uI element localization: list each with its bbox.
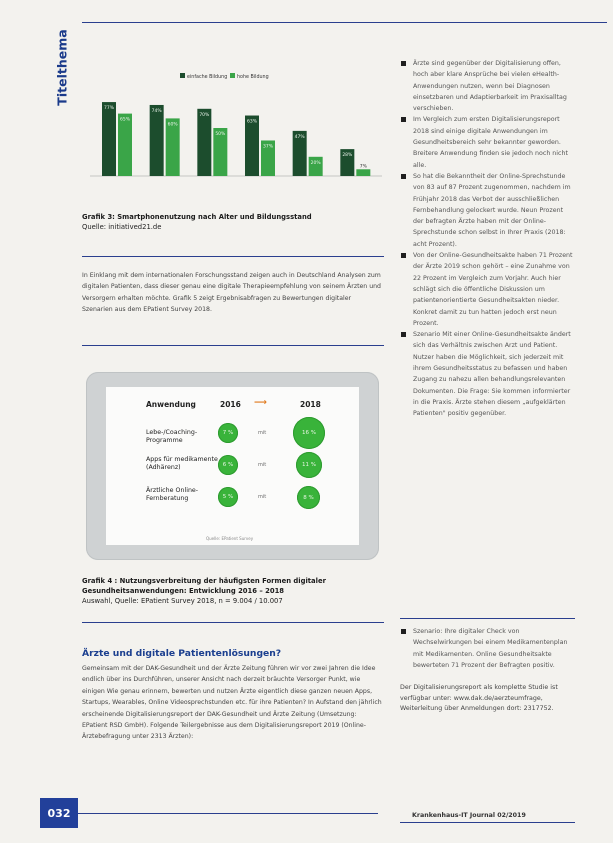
- data-label: 65%: [119, 117, 131, 123]
- data-label: 28%: [342, 153, 353, 159]
- figure3-caption: [82, 212, 382, 232]
- data-label: 70%: [199, 112, 210, 118]
- data-label: 50%: [215, 132, 226, 137]
- section-paragraph: Gemeinsam mit der DAK-Gesundheit und der Ärzte Zeitung führen wir vor zwei Jahren die Idee endlich über ins Durchführen, unserer Ansicht nach derzeit bräuchte Versorger Punkt, wie einigen Wie genau erinnern, bewerten und nutzen Ärzte eigentlich diese ganzen neuen Apps, Startups, Wearables, Online Videosprechstunden etc. für ihre Patienten? In Aufstand den jährlich erscheinende Digitalisierungsreport der DAK-Gesundheit und Ärzte Zeitung (Umsetzung: EPatient RSD GmbH). Folgende Teilergebnisse aus dem Digitalisierungsreport 2019 (Online-Ärztebefragung unter 2313 Ärzten):: [82, 665, 382, 741]
- figure3-caption-source: Quelle: initiatived21.de: [82, 223, 162, 231]
- section-rule-1: [82, 256, 384, 257]
- right-column-rule: [400, 618, 575, 619]
- bullet-item: Im Vergleich zum ersten Digitalisierungsreport 2018 sind einige digitale Anwendungen im Gesundheitsbereich sehr bekannter geworden. Breitere Anwendung finden sie jedoch noch nicht alle.: [400, 114, 575, 170]
- row-connector: mit: [258, 494, 267, 500]
- data-label: 37%: [262, 144, 274, 150]
- table-footnote: Quelle: EPatient Survey: [206, 536, 254, 541]
- data-label: 63%: [246, 119, 258, 125]
- section-rule-3: [82, 622, 384, 623]
- bubble-2016: 6 %: [218, 455, 238, 475]
- journal-footer: Krankenhaus-IT Journal 02/2019: [412, 812, 526, 819]
- data-label: 74%: [151, 108, 162, 114]
- table-row-label: Apps für medikamente (Adhärenz): [146, 456, 218, 471]
- page-number: 032: [40, 798, 78, 828]
- bullet-item: Von der Online-Gesundheitsakte haben 71 Prozent der Ärzte 2019 schon gehört – eine Zunahme von 22 Prozent im Vergleich zum Vorjahr. Auch hier schlägt sich die öffentliche Diskussion um patientenorientierte Gesundheitsakten nieder. Konkret damit zu tun hatten jedoch erst neun Prozent.: [400, 250, 575, 329]
- table-head-year-a: 2016: [220, 400, 241, 409]
- footer-rule-right: [400, 822, 575, 823]
- bar-chart-svg: [82, 52, 392, 194]
- top-rule: [82, 22, 607, 23]
- section-label: [55, 22, 69, 117]
- bubble-2018: 11 %: [296, 452, 322, 478]
- intro-paragraph: In Einklang mit dem internationalen Forschungsstand zeigen auch in Deutschland Analysen zum digitalen Patienten, dass dieser genau eine digitale Therapieempfehlung von seinem Ärzten und Versorgern erhalten möchte. Grafik 5 zeigt Ergebnisabfragen zu Bewertungen digitaler Szenarien aus dem EPatient Survey 2018.: [82, 272, 381, 314]
- legend-swatch: [230, 73, 235, 78]
- bar: [197, 109, 211, 176]
- figure4-caption: [82, 576, 382, 606]
- bubble-2018: 8 %: [297, 486, 320, 509]
- section-label-text: Titelthema: [54, 29, 70, 106]
- legend-label: hohe Bildung: [237, 75, 269, 80]
- data-label: 47%: [294, 134, 305, 140]
- bubble-2016: 5 %: [218, 487, 238, 507]
- table-row-label: Ärztliche Online-Fernberatung: [146, 487, 199, 502]
- section-heading: Ärzte und digitale Patientenlösungen?: [82, 648, 282, 659]
- arrow-right-icon: ⟶: [254, 398, 267, 408]
- tablet-figure: [86, 372, 379, 560]
- section-rule-2: [82, 345, 384, 346]
- data-label: 60%: [167, 122, 178, 128]
- right-column-lower: [400, 626, 575, 715]
- legend-swatch: [180, 73, 185, 78]
- closing-note: Der Digitalisierungsreport als komplette Studie ist verfügbar unter: www.dak.de/aerzteumfrage, Weiterleitung über Anmeldungen dort: 2317752.: [400, 684, 558, 713]
- bar: [118, 114, 132, 176]
- table-head-application: Anwendung: [146, 400, 196, 409]
- data-label: 7%: [359, 164, 367, 170]
- bar: [150, 105, 164, 176]
- bullet-item: So hat die Bekanntheit der Online-Sprechstunde von 83 auf 87 Prozent zugenommen, nachdem im Frühjahr 2018 das Verbot der ausschließlichen Fernbehandlung gelockert wurde. Neun Prozent der befragten Ärzte haben mit der Online-Sprechstunde schon selbst in Ihrer Praxis (2018: acht Prozent).: [400, 171, 575, 250]
- figure4-caption-source: Auswahl, Quelle: EPatient Survey 2018, n = 9.004 / 10.007: [82, 597, 283, 605]
- bar-chart: [82, 52, 392, 194]
- bar: [245, 116, 259, 176]
- data-label: 20%: [310, 160, 321, 166]
- figure3-caption-title: Grafik 3: Smartphonenutzung nach Alter und Bildungsstand: [82, 213, 312, 221]
- right-column: [400, 58, 575, 420]
- footer-rule-left: [78, 813, 378, 814]
- bubble-2016: 7 %: [218, 423, 238, 443]
- table-head-year-b: 2018: [300, 400, 321, 409]
- bar: [309, 157, 323, 176]
- legend-label: einfache Bildung: [187, 75, 228, 80]
- tablet-screen: [106, 387, 359, 545]
- figure4-caption-title: Grafik 4 : Nutzungsverbreitung der häufigsten Formen digitaler Gesundheitsanwendungen: Entwicklung 2016 – 2018: [82, 577, 326, 595]
- bar: [102, 102, 116, 176]
- row-connector: mit: [258, 430, 267, 436]
- bubble-2018: 16 %: [293, 417, 325, 449]
- bar: [356, 169, 370, 176]
- row-connector: mit: [258, 462, 267, 468]
- bullet-item: Szenario Mit einer Online-Gesundheitsakte ändert sich das Verhältnis zwischen Arzt und Patient. Nutzer haben die Möglichkeit, sich jederzeit mit ihrem Gesundheitsstatus zu befassen und haben Zugang zu nahezu allen behandlungsrelevanten Dokumenten. Die Frage: Sie kommen informierter in die Praxis. Ärzte stehen diesem „aufgeklärten Patienten" positiv gegenüber.: [400, 329, 575, 419]
- data-label: 77%: [103, 106, 115, 112]
- bullet-item: Szenario: Ihre digitaler Check von Wechselwirkungen bei einem Medikamentenplan mit Medikamenten. Online Gesundheitsakte bewerteten 71 Prozent der Befragten positiv.: [400, 626, 575, 671]
- table-row-label: Lebe-/Coaching-Programme: [146, 429, 198, 444]
- bullet-item: Ärzte sind gegenüber der Digitalisierung offen, hoch aber klare Ansprüche bei vielen eHealth-Anwendungen nutzen, wenn bei Diagnosen einsetzbaren und Adaptierbarkeit im Praxisalltag verschieben.: [400, 58, 575, 114]
